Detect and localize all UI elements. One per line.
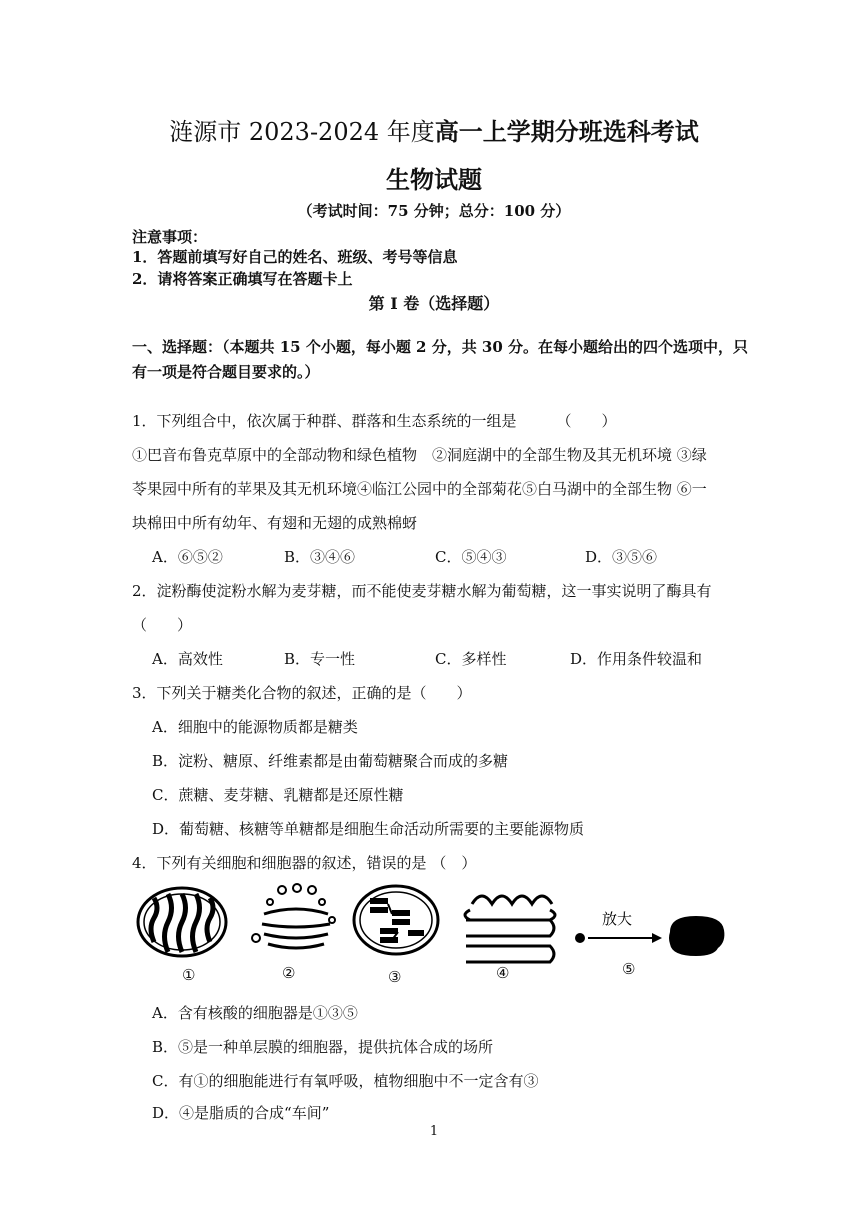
section-instructions-line1: 一、选择题：（本题共 15 个小题，每小题 2 分，共 30 分。在每小题给出的四个选项中，只 <box>132 338 749 356</box>
exam-info: （考试时间：75 分钟；总分：100 分） <box>297 202 571 220</box>
organelle-3-drawing <box>354 886 438 954</box>
question-4-option-b: B．⑤是一种单层膜的细胞器，提供抗体合成的场所 <box>152 1038 494 1056</box>
question-2-option-d: D．作用条件较温和 <box>570 650 703 668</box>
organelle-label-4: ④ <box>496 964 510 982</box>
organelle-label-5: ⑤ <box>622 960 636 978</box>
question-4-option-d: D．④是脂质的合成“车间” <box>152 1104 330 1122</box>
question-3-option-a: A．细胞中的能源物质都是糖类 <box>152 718 358 736</box>
organelle-label-3: ③ <box>388 968 402 986</box>
organelle-diagram <box>130 880 730 990</box>
question-1-option-d: D．③⑤⑥ <box>585 548 658 566</box>
question-1-option-b: B．③④⑥ <box>284 548 356 566</box>
organelle-5-drawing <box>575 916 724 956</box>
organelle-1-drawing <box>138 888 226 956</box>
question-1-line1: ①巴音布鲁克草原中的全部动物和绿色植物 ②洞庭湖中的全部生物及其无机环境 ③绿 <box>132 446 707 464</box>
organelle-label-1: ① <box>182 966 196 984</box>
question-1-option-a: A．⑥⑤② <box>152 548 223 566</box>
organelle-2-drawing <box>252 884 335 948</box>
question-4-option-c: C．有①的细胞能进行有氧呼吸，植物细胞中不一定含有③ <box>152 1072 539 1090</box>
organelle-figure <box>130 880 730 990</box>
question-2-stem: 2．淀粉酶使淀粉水解为麦芽糖，而不能使麦芽糖水解为葡萄糖，这一事实说明了酶具有 <box>132 582 712 600</box>
question-4-stem: 4．下列有关细胞和细胞器的叙述，错误的是 （ ） <box>132 854 477 872</box>
question-2-blank: （ ） <box>132 616 193 634</box>
question-2-option-c: C．多样性 <box>435 650 507 668</box>
question-3-option-c: C．蔗糖、麦芽糖、乳糖都是还原性糖 <box>152 786 404 804</box>
organelle-label-2: ② <box>282 964 296 982</box>
question-2-option-a: A．高效性 <box>152 650 223 668</box>
question-1-line2: 苓果园中所有的苹果及其无机环境④临江公园中的全部菊花⑤白马湖中的全部生物 ⑥一 <box>132 480 707 498</box>
question-1-option-c: C．⑤④③ <box>435 548 507 566</box>
organelle-4-drawing <box>465 896 555 962</box>
question-3-option-d: D．葡萄糖、核糖等单糖都是细胞生命活动所需要的主要能源物质 <box>152 820 585 838</box>
question-4-option-a: A．含有核酸的细胞器是①③⑤ <box>152 1004 358 1022</box>
page-number: 1 <box>429 1124 439 1139</box>
subject-title: 生物试题 <box>386 165 482 194</box>
part-heading: 第 I 卷（选择题） <box>368 294 500 313</box>
notice-item-2: 2．请将答案正确填写在答题卡上 <box>132 270 353 288</box>
question-2-option-b: B．专一性 <box>284 650 356 668</box>
question-1-stem: 1．下列组合中，依次属于种群、群落和生态系统的一组是 （ ） <box>132 412 617 430</box>
question-1-line3: 块棉田中所有幼年、有翅和无翅的成熟棉蚜 <box>132 514 418 532</box>
section-instructions-line2: 有一项是符合题目要求的。） <box>132 363 320 381</box>
question-3-stem: 3．下列关于糖类化合物的叙述，正确的是（ ） <box>132 684 472 702</box>
notice-item-1: 1．答题前填写好自己的姓名、班级、考号等信息 <box>132 248 458 266</box>
magnify-label: 放大 <box>602 910 633 928</box>
question-3-option-b: B．淀粉、糖原、纤维素都是由葡萄糖聚合而成的多糖 <box>152 752 509 770</box>
exam-title <box>0 112 868 147</box>
notice-heading: 注意事项： <box>132 228 208 246</box>
exam-title-part2: 高一上学期分班选科考试 <box>434 117 699 146</box>
exam-title-part1: 涟源市 2023-2024 年度 <box>169 118 435 146</box>
